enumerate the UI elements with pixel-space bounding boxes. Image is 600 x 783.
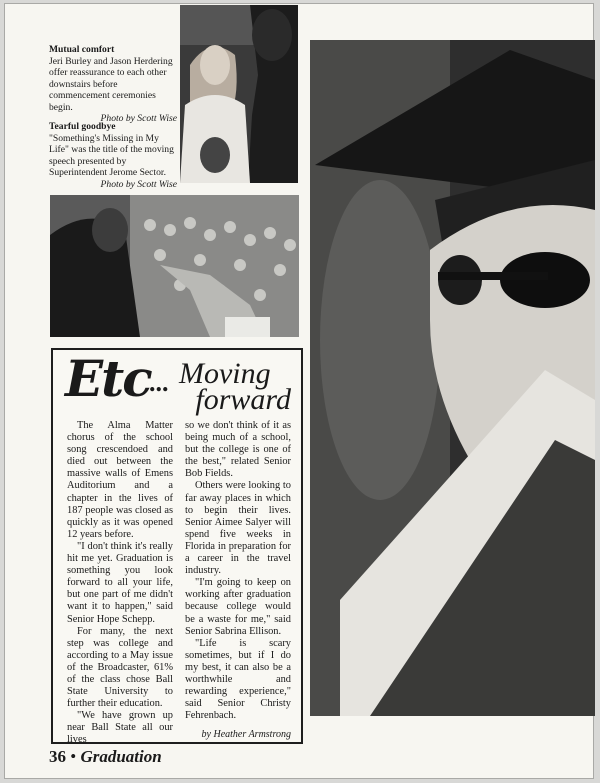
photo-mutual-comfort <box>180 5 298 183</box>
caption-tearful-goodbye <box>49 121 177 190</box>
paragraph: For many, the next step was college and according to a May issue of the Broadcaster, 61% of the class chose Ball State University to further their education. <box>67 625 173 710</box>
caption-text: "Something's Missing in My Life" was the title of the moving speech presented by Superintendent Jerome Sector. <box>49 132 174 178</box>
paragraph: "We have grown up near Ball State all our lives <box>67 710 173 746</box>
photo-credit: Photo by Scott Wise <box>100 178 177 190</box>
article-box <box>51 348 303 744</box>
paragraph: "I don't think it's really hit me yet. Graduation is something you look forward to all your life, but one part of me didn't want it to happen," said Senior Hope Schepp. <box>67 540 173 625</box>
paragraph: The Alma Matter chorus of the school song crescendoed and died out between the massive walls of Emens Auditorium and a chapter in the lives of 187 people was closed as quickly as it was opened 12 years before. <box>67 420 173 540</box>
article-title-moving: Moving <box>179 357 271 390</box>
caption-heading: Mutual comfort <box>49 44 115 55</box>
article-column-2 <box>185 420 291 722</box>
paragraph: Others were looking to far away places in which to begin their lives. Senior Aimee Salyer will spend five weeks in Florida in preparation for a career in the travel industry. <box>185 480 291 577</box>
article-title-forward: forward <box>195 383 291 416</box>
page-folio <box>49 747 162 767</box>
caption-text: Jeri Burley and Jason Herdering offer reassurance to each other downstairs before commencement ceremonies begin. <box>49 55 173 113</box>
bullet-icon: • <box>70 747 77 766</box>
yearbook-page <box>4 3 594 779</box>
article-byline: by Heather Armstrong <box>201 729 291 740</box>
caption-mutual-comfort <box>49 44 177 125</box>
paragraph: "I'm going to keep on working after graduation because college would be a waste for me," said Senior Sabrina Ellison. <box>185 577 291 637</box>
photo-credit: Photo by Scott Wise <box>100 113 177 124</box>
photo-graduate-cap <box>310 40 595 716</box>
paragraph: "Life is scary sometimes, but if I do my best, it can also be a worthwhile and rewarding experience," said Senior Christy Fehrenbach. <box>185 637 291 722</box>
caption-heading: Tearful goodbye <box>49 121 116 132</box>
photo-superintendent-speech <box>50 195 299 337</box>
article-title-dots: ... <box>149 368 169 397</box>
article-column-1 <box>67 420 173 747</box>
article-title-etc: Etc <box>65 349 151 408</box>
section-name: Graduation <box>80 747 162 766</box>
paragraph: so we don't think of it as being much of a school, but the college is one of the best," related Senior Bob Fields. <box>185 420 291 480</box>
page-number: 36 <box>49 747 66 766</box>
